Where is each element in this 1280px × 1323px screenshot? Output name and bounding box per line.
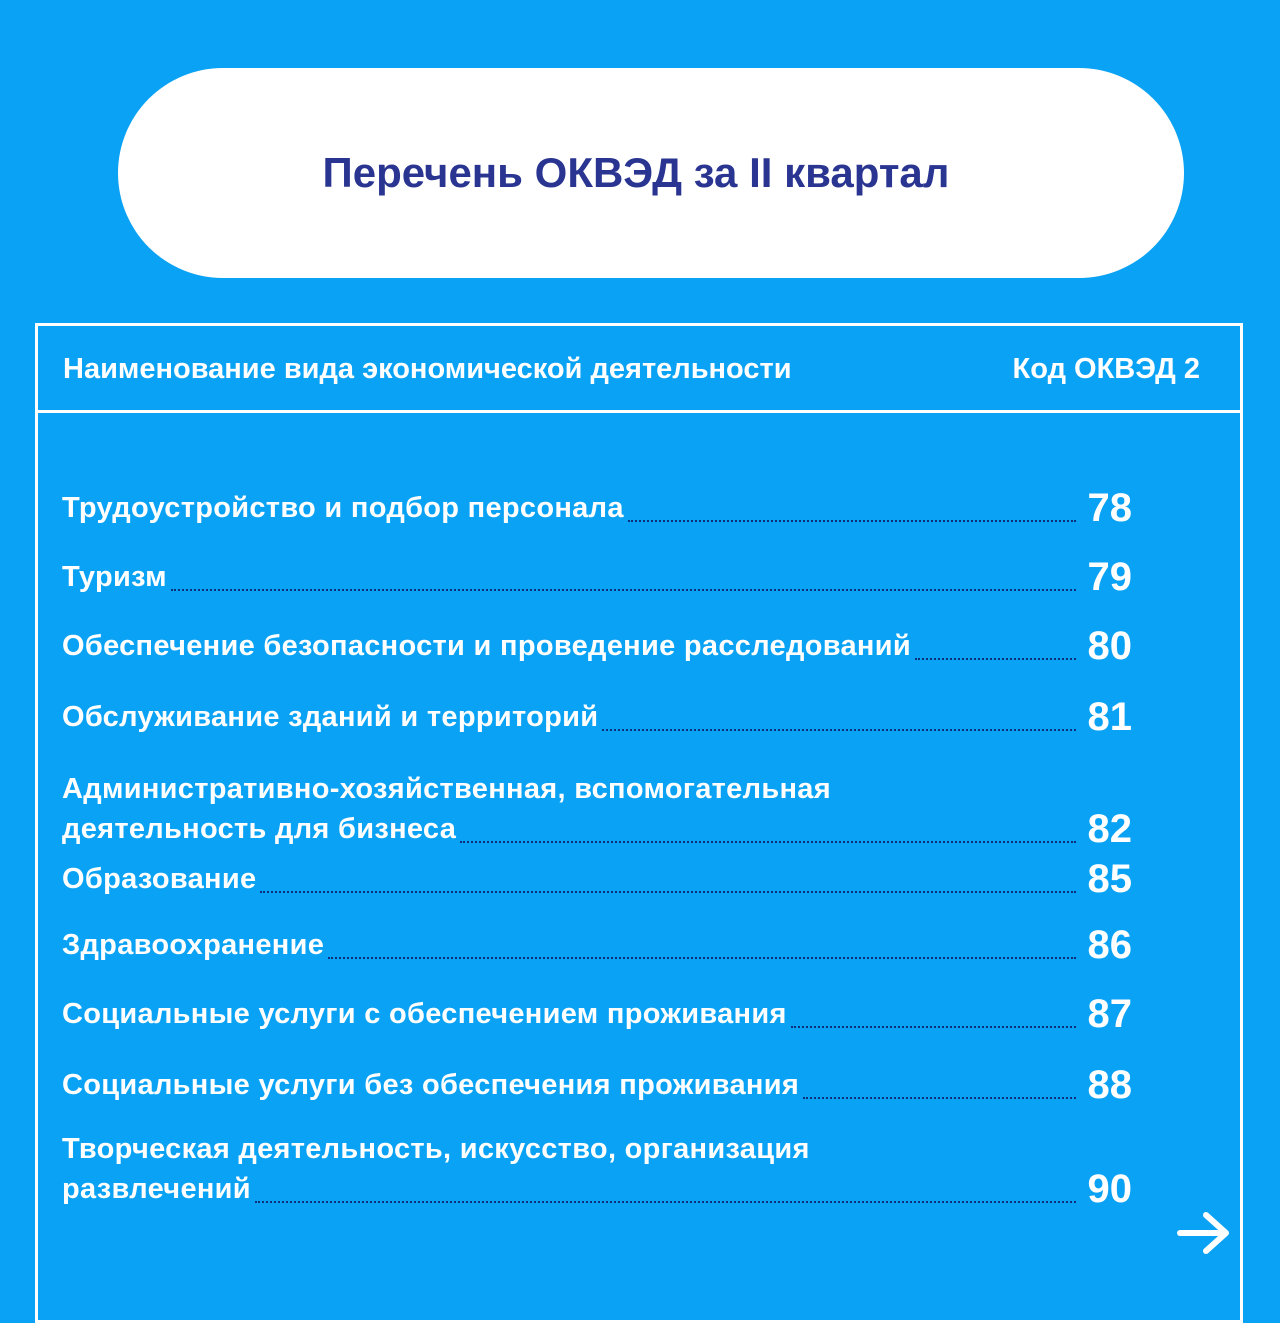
table-row	[62, 770, 1132, 849]
table-header	[38, 326, 1240, 413]
okved-code: 80	[1087, 624, 1132, 668]
activity-label: Туризм	[62, 561, 167, 593]
dot-leader	[791, 1025, 1076, 1028]
okved-code: 79	[1087, 555, 1132, 599]
dot-leader	[171, 588, 1076, 591]
activity-label: Обеспечение безопасности и проведение расследований	[62, 630, 911, 662]
okved-code: 78	[1087, 486, 1132, 530]
dot-leader	[460, 840, 1076, 843]
table-row	[62, 626, 1132, 666]
activity-label: Социальные услуги с обеспечением проживания	[62, 998, 787, 1030]
activity-label: Социальные услуги без обеспечения проживания	[62, 1069, 800, 1101]
dot-leader	[328, 956, 1076, 959]
activity-label: Образование	[62, 863, 257, 895]
activity-label: Здравоохранение	[62, 929, 325, 961]
okved-code: 85	[1087, 857, 1132, 901]
okved-code: 86	[1087, 923, 1132, 967]
table-row	[62, 925, 1132, 965]
header-name-column: Наименование вида экономической деятельности	[63, 353, 792, 385]
okved-code: 90	[1087, 1167, 1132, 1211]
dot-leader	[915, 657, 1076, 660]
activity-label-line1: Творческая деятельность, искусство, организация	[62, 1133, 810, 1165]
table-row	[62, 859, 1132, 899]
okved-code: 81	[1087, 695, 1132, 739]
activity-label-line2: развлечений	[62, 1173, 251, 1205]
header-code-column: Код ОКВЭД 2	[1012, 353, 1200, 385]
okved-code: 88	[1087, 1063, 1132, 1107]
okved-code: 87	[1087, 992, 1132, 1036]
dot-leader	[260, 890, 1076, 893]
table-row	[62, 1065, 1132, 1105]
activity-label: Обслуживание зданий и территорий	[62, 701, 599, 733]
okved-code: 82	[1087, 807, 1132, 851]
arrow-right-icon[interactable]	[1176, 1210, 1232, 1256]
table-row	[62, 488, 1132, 528]
title-banner	[118, 68, 1184, 278]
activity-label: Трудоустройство и подбор персонала	[62, 492, 624, 524]
table-row	[62, 557, 1132, 597]
table-row	[62, 994, 1132, 1034]
activity-label-line2: деятельность для бизнеса	[62, 813, 457, 845]
page-title: Перечень ОКВЭД за II квартал	[322, 149, 950, 196]
table-row	[62, 697, 1132, 737]
activity-label-line1: Административно-хозяйственная, вспомогательная	[62, 773, 831, 805]
dot-leader	[628, 519, 1076, 522]
dot-leader	[255, 1200, 1076, 1203]
dot-leader	[803, 1096, 1076, 1099]
table-row	[62, 1130, 1132, 1209]
dot-leader	[602, 728, 1076, 731]
